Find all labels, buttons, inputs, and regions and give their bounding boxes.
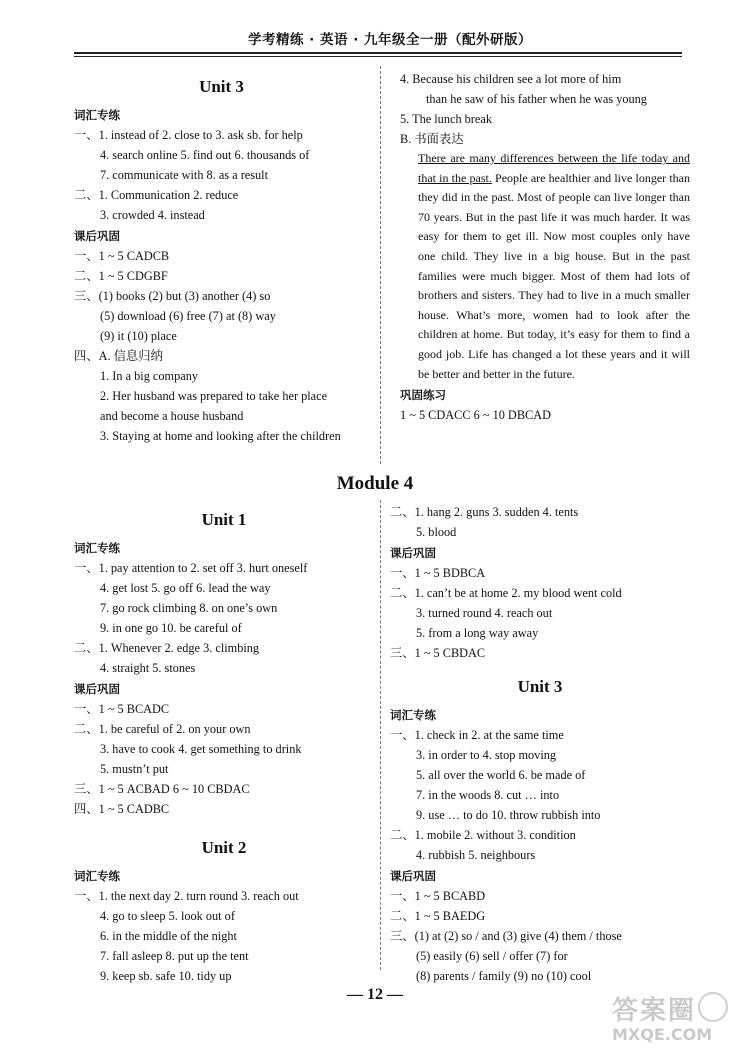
answer-line: 二、1. be careful of 2. on your own <box>74 722 251 736</box>
answer-line: 4. get lost 5. go off 6. lead the way <box>100 581 271 595</box>
right-top-column <box>400 69 690 425</box>
header-rule <box>74 52 682 57</box>
answer-line: 9. use … to do 10. throw rubbish into <box>416 808 601 822</box>
section-heading: 课后巩固 <box>390 546 436 560</box>
answer-list <box>74 105 369 446</box>
answer-line: 三、1 ~ 5 ACBAD 6 ~ 10 CBDAC <box>74 782 250 796</box>
answer-line: 一、1. the next day 2. turn round 3. reach out <box>74 889 299 903</box>
answer-line: 4. Because his children see a lot more of him <box>400 72 622 86</box>
answer-line: 3. Staying at home and looking after the children <box>100 429 341 443</box>
right-bottom-column <box>390 502 690 986</box>
answer-line: 四、1 ~ 5 CADBC <box>74 802 170 816</box>
answer-line: 9. keep sb. safe 10. tidy up <box>100 969 232 983</box>
section-heading: 词汇专练 <box>390 708 436 722</box>
unit-title: Unit 3 <box>199 77 244 96</box>
answer-list <box>400 69 690 149</box>
answer-list <box>74 866 374 986</box>
unit-title: Unit 1 <box>201 510 247 529</box>
answer-line: 5. from a long way away <box>416 626 539 640</box>
page-number: — 12 — <box>347 986 403 1003</box>
answer-line: 9. in one go 10. be careful of <box>100 621 242 635</box>
answer-line: 4. rubbish 5. neighbours <box>416 848 536 862</box>
answer-line: 5. The lunch break <box>400 112 492 126</box>
watermark-text: 答案圈 <box>612 996 697 1026</box>
section-heading: 课后巩固 <box>74 229 120 243</box>
answer-line: 6. in the middle of the night <box>100 929 237 943</box>
answer-line: 5. all over the world 6. be made of <box>416 768 586 782</box>
answer-line: 二、1 ~ 5 CDGBF <box>74 269 168 283</box>
answer-list <box>390 705 690 986</box>
running-header: 学考精练 · 英语 · 九年级全一册（配外研版） <box>247 32 533 48</box>
answer-line: 一、1. check in 2. at the same time <box>390 728 564 742</box>
left-bottom-column <box>74 505 374 986</box>
column-divider-bottom <box>380 500 381 970</box>
answer-list <box>400 385 690 425</box>
section-heading: 课后巩固 <box>74 682 120 696</box>
answer-line: and become a house husband <box>100 409 244 423</box>
answer-line: 二、1. can’t be at home 2. my blood went cold <box>390 586 622 600</box>
essay-topic-sentence: There are many differences between the life today and that in the past. <box>418 151 690 185</box>
left-top-column <box>74 72 369 446</box>
answer-line: 三、(1) books (2) but (3) another (4) so <box>74 289 271 303</box>
watermark-logo <box>612 990 732 1045</box>
section-heading: 词汇专练 <box>74 108 120 122</box>
essay-paragraph <box>400 149 690 384</box>
essay-body: People are healthier and live longer than they did in the past. Most of people can live longer than 70 years. But in the past life it was much harder. It was easy for them to get ill. Now most couples only have one child. They live in a big house. But in the past families were much bigger. Most of them had lots of brothers and sisters. They had to live in a much smaller house. What’s more, women had to look after the children at home. But today, it’s easy for them to find a good job. Life has changed a lot these years and it will be better and better in the future. <box>418 170 690 381</box>
answer-line: (9) it (10) place <box>100 329 177 343</box>
answer-list <box>390 502 690 663</box>
answer-line: (8) parents / family (9) no (10) cool <box>416 969 592 983</box>
column-divider-top <box>380 66 381 464</box>
answer-line: 4. search online 5. find out 6. thousands of <box>100 148 310 162</box>
answer-line: 二、1. Communication 2. reduce <box>74 188 239 202</box>
answer-line: 2. Her husband was prepared to take her place <box>100 389 328 403</box>
watermark-url: MXQE.COM <box>612 1025 713 1044</box>
section-heading: 巩固练习 <box>400 388 446 403</box>
answer-list <box>74 538 374 819</box>
section-heading: 词汇专练 <box>74 869 120 883</box>
watermark-circle-icon <box>698 992 728 1022</box>
answer-line: 二、1. Whenever 2. edge 3. climbing <box>74 641 260 655</box>
answer-line: 二、1. hang 2. guns 3. sudden 4. tents <box>390 505 579 519</box>
answer-line: than he saw of his father when he was young <box>426 92 647 106</box>
answer-line: 3. turned round 4. reach out <box>416 606 553 620</box>
answer-line: 1. In a big company <box>100 369 199 383</box>
answer-line: 一、1 ~ 5 BCABD <box>390 889 486 903</box>
answer-line: 3. have to cook 4. get something to drink <box>100 742 302 756</box>
answer-line: 3. crowded 4. instead <box>100 208 205 222</box>
answer-line: 二、1 ~ 5 BAEDG <box>390 909 486 923</box>
answer-line: (5) easily (6) sell / offer (7) for <box>416 949 568 963</box>
answer-line: 7. fall asleep 8. put up the tent <box>100 949 249 963</box>
answer-line: 5. mustn’t put <box>100 762 169 776</box>
answer-line: 三、1 ~ 5 CBDAC <box>390 646 486 660</box>
answer-line: 4. straight 5. stones <box>100 661 196 675</box>
answer-line: 7. communicate with 8. as a result <box>100 168 269 182</box>
answer-line: 1 ~ 5 CDACC 6 ~ 10 DBCAD <box>400 408 551 423</box>
answer-line: 一、1. pay attention to 2. set off 3. hurt oneself <box>74 561 308 575</box>
answer-line: 三、(1) at (2) so / and (3) give (4) them / those <box>390 929 622 943</box>
answer-line: 3. in order to 4. stop moving <box>416 748 557 762</box>
section-heading: 课后巩固 <box>390 869 436 883</box>
answer-line: 4. go to sleep 5. look out of <box>100 909 235 923</box>
answer-line: 5. blood <box>416 525 457 539</box>
answer-line: 四、A. 信息归纳 <box>74 349 163 363</box>
answer-line: B. 书面表达 <box>400 132 464 146</box>
answer-line: 一、1 ~ 5 CADCB <box>74 249 170 263</box>
answer-line: 一、1 ~ 5 BCADC <box>74 702 170 716</box>
answer-line: 7. in the woods 8. cut … into <box>416 788 560 802</box>
answer-line: 7. go rock climbing 8. on one’s own <box>100 601 278 615</box>
module-title: Module 4 <box>336 473 414 494</box>
unit-title: Unit 2 <box>201 838 247 857</box>
answer-line: 一、1. instead of 2. close to 3. ask sb. for help <box>74 128 303 142</box>
answer-line: (5) download (6) free (7) at (8) way <box>100 309 276 323</box>
answer-line: 二、1. mobile 2. without 3. condition <box>390 828 576 842</box>
unit-title: Unit 3 <box>517 677 563 696</box>
section-heading: 词汇专练 <box>74 541 120 555</box>
answer-line: 一、1 ~ 5 BDBCA <box>390 566 486 580</box>
